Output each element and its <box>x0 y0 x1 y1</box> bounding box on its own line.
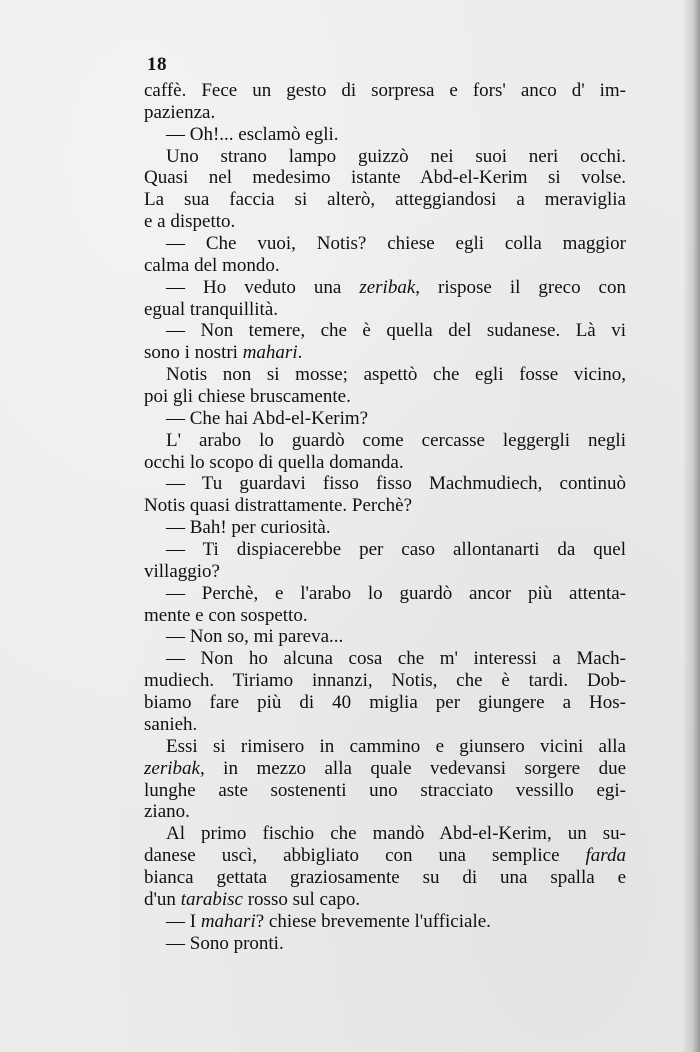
text-line: biamo fare più di 40 miglia per giungere a Hos- <box>144 692 626 714</box>
body-text <box>144 80 626 954</box>
text-line: e a dispetto. <box>144 211 236 233</box>
text-line: Essi si rimisero in cammino e giunsero vicini alla <box>166 735 626 757</box>
text-line: sono i nostri mahari. <box>144 342 303 364</box>
text-line: — Che hai Abd-el-Kerim? <box>166 407 369 429</box>
text-line: — Perchè, e l'arabo lo guardò ancor più attenta- <box>166 582 626 604</box>
text-line: — Tu guardavi fisso fisso Machmudiech, continuò <box>166 473 626 495</box>
text-line: Quasi nel medesimo istante Abd-el-Kerim si volse. <box>144 167 626 189</box>
page-edge-shadow <box>682 0 700 1052</box>
text-line: egual tranquillità. <box>144 298 279 320</box>
text-line: — Non ho alcuna cosa che m' interessi a Mach- <box>166 648 626 670</box>
text-line: Notis non si mosse; aspettò che egli fosse vicino, <box>166 364 626 386</box>
text-line: pazienza. <box>144 101 216 123</box>
text-line: — Sono pronti. <box>166 932 284 954</box>
text-line: — Non temere, che è quella del sudanese. Là vi <box>166 320 626 342</box>
text-line: mente e con sospetto. <box>144 604 308 626</box>
text-line: Notis quasi distrattamente. Perchè? <box>144 495 413 517</box>
text-line: Uno strano lampo guizzò nei suoi neri occhi. <box>166 145 626 167</box>
text-line: occhi lo scopo di quella domanda. <box>144 451 404 473</box>
text-line: zeribak, in mezzo alla quale vedevansi sorgere due <box>144 757 626 779</box>
text-line: poi gli chiese bruscamente. <box>144 386 351 408</box>
text-line: La sua faccia si alterò, atteggiandosi a meraviglia <box>144 189 626 211</box>
text-line: mudiech. Tiriamo innanzi, Notis, che è tardi. Dob- <box>144 670 626 692</box>
text-line: sanieh. <box>144 713 198 735</box>
page-number: 18 <box>147 54 167 75</box>
text-line: — Ho veduto una zeribak, rispose il greco con <box>166 276 626 298</box>
text-line: — Bah! per curiosità. <box>166 517 331 539</box>
text-line: danese uscì, abbigliato con una semplice farda <box>144 845 626 867</box>
text-line: Al primo fischio che mandò Abd-el-Kerim, un su- <box>166 823 626 845</box>
text-line: — Che vuoi, Notis? chiese egli colla maggior <box>166 233 626 255</box>
text-line: ziano. <box>144 801 190 823</box>
text-line: — Non so, mi pareva... <box>166 626 344 648</box>
text-line: — Oh!... esclamò egli. <box>166 123 339 145</box>
text-line: caffè. Fece un gesto di sorpresa e fors' anco d' im- <box>144 80 626 101</box>
text-line: — I mahari? chiese brevemente l'ufficiale. <box>166 910 491 932</box>
text-line: villaggio? <box>144 560 220 582</box>
text-line: bianca gettata graziosamente su di una spalla e <box>144 866 626 888</box>
text-line: — Ti dispiacerebbe per caso allontanarti da quel <box>166 539 626 561</box>
text-line: calma del mondo. <box>144 254 280 276</box>
text-line: d'un tarabisc rosso sul capo. <box>144 888 361 910</box>
text-line: L' arabo lo guardò come cercasse leggergli negli <box>166 429 626 451</box>
text-line: lunghe aste sostenenti uno stracciato vessillo egi- <box>144 779 626 801</box>
